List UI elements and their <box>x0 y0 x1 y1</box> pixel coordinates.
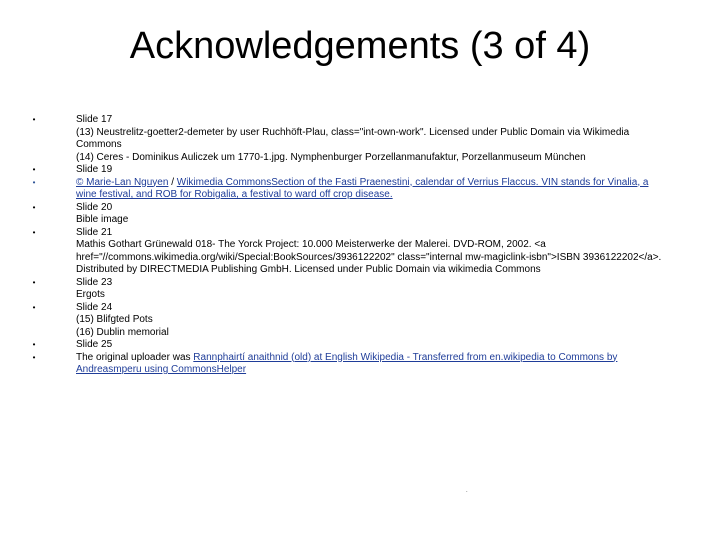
uploader-prefix: The original uploader was <box>76 351 194 363</box>
bullet-icon: • <box>32 302 36 312</box>
list-item <box>30 339 670 352</box>
list-item <box>30 164 670 177</box>
bullet-icon: • <box>32 352 36 362</box>
item-line: Slide 25 <box>76 339 113 350</box>
item-line: Slide 23 <box>76 276 113 288</box>
wikimedia-commons-link[interactable]: Wikimedia Commons <box>176 176 272 188</box>
credit-line <box>76 177 670 202</box>
list-item <box>30 114 670 164</box>
slide-title: Acknowledgements (3 of 4) <box>129 25 591 67</box>
item-line: Mathis Gothart Grünewald 018- The Yorck Project: 10.000 Meisterwerke der Malerei. DVD-ROM, 2002. <a href="//commons.wikimedia.org/wiki/Special:BookSources/3936122202" class="internal mw-magiclink-isbn">ISBN 3936122202</a>. Distributed by DIRECTMEDIA Publishing GmbH. Licensed under Public Domain via wikimedia Commons <box>76 239 662 275</box>
uploader-link[interactable]: Rannphairtí anaithnid (old) at English Wikipedia - Transferred from en.wikipedia to Commons by Andreasmperu using CommonsHelper <box>76 351 618 375</box>
item-line: (13) Neustrelitz-goetter2-demeter by user Ruchhöft-Plau, class="int-own-work". Licensed under Public Domain via Wikimedia Commons <box>76 126 630 150</box>
uploader-line <box>76 352 670 377</box>
bullet-icon: • <box>32 165 36 174</box>
credit-separator: / <box>168 176 177 188</box>
list-item <box>30 227 670 277</box>
item-line: (14) Ceres - Dominikus Auliczek um 1770-1.jpg. Nymphenburger Porzellanmanufaktur, Porzellanmuseum München <box>76 151 586 163</box>
bullet-icon: • <box>32 340 36 349</box>
item-line: Slide 24 <box>76 301 113 313</box>
list-item <box>30 302 670 340</box>
author-link[interactable]: © Marie-Lan Nguyen <box>76 176 169 188</box>
list-item <box>30 202 670 227</box>
bullet-icon: • <box>32 277 36 287</box>
acknowledgements-list <box>30 114 670 377</box>
bullet-icon: • <box>32 202 36 212</box>
list-item <box>30 277 670 302</box>
item-line: Bible image <box>76 214 129 225</box>
item-line: Slide 17 <box>76 114 113 125</box>
item-line: Slide 20 <box>76 201 113 213</box>
item-line: (15) Blifgted Pots <box>76 314 153 325</box>
list-item <box>30 177 670 202</box>
item-line: (16) Dublin memorial <box>76 326 169 338</box>
list-item <box>30 352 670 377</box>
bullet-icon: • <box>32 177 36 187</box>
bullet-icon: • <box>32 115 36 124</box>
bullet-icon: • <box>32 227 36 237</box>
item-line: Ergots <box>76 289 105 300</box>
footer-mark: . <box>466 488 468 494</box>
image-description-link[interactable]: Section of the Fasti Praenestini, calendar of Verrius Flaccus. VIN stands for Vinalia, a wine festival, and ROB for Robigalia, a festival to ward off crop disease. <box>76 176 649 200</box>
item-line: Slide 21 <box>76 226 113 238</box>
item-line: Slide 19 <box>76 164 113 175</box>
